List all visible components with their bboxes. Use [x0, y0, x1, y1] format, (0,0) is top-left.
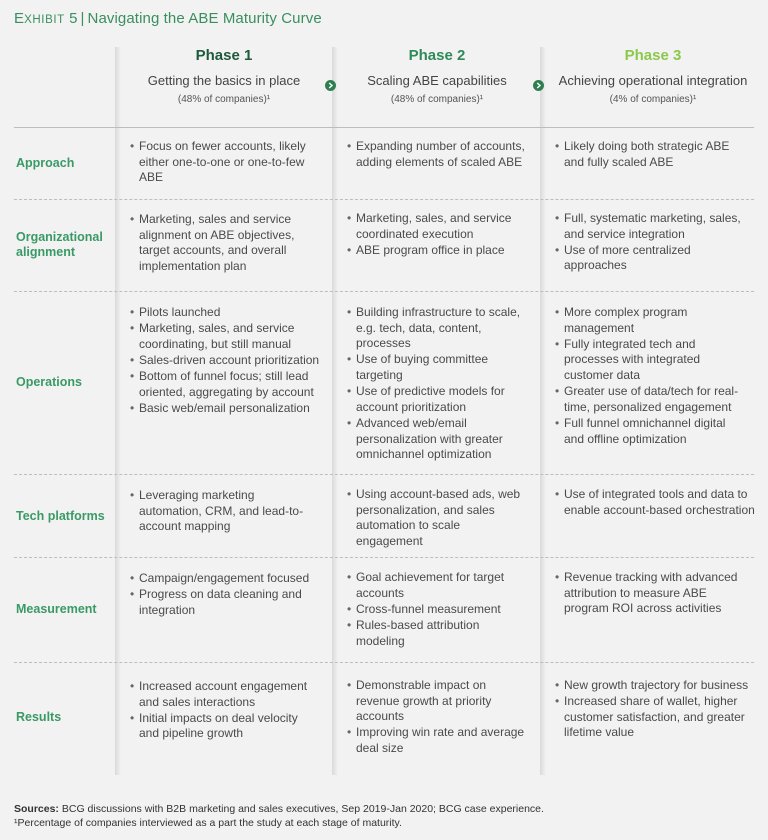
list-item: • Increased account engagement and sales interactions: [130, 679, 320, 710]
sources-label: Sources:: [14, 803, 59, 815]
list-item: • Full, systematic marketing, sales, and service integration: [555, 211, 750, 242]
list-item: • Campaign/engagement focused: [130, 571, 320, 587]
list-item: • Greater use of data/tech for real-time, personalized engagement: [555, 384, 745, 415]
list-item: • Marketing, sales and service alignment on ABE objectives, target accounts, and overall implementation plan: [130, 212, 315, 274]
list-item: • Cross-funnel measurement: [347, 602, 527, 618]
list-item: • Likely doing both strategic ABE and fully scaled ABE: [555, 139, 750, 170]
list-item: • Rules-based attribution modeling: [347, 618, 527, 649]
row-label-approach: Approach: [16, 156, 75, 170]
header-divider: [14, 127, 754, 128]
alignment-phase-3: [555, 211, 750, 275]
phase-3-subtitle: Achieving operational integration: [558, 73, 748, 88]
tech-phase-2: [347, 487, 529, 550]
measurement-phase-3: [555, 570, 747, 617]
list-item: • Leveraging marketing automation, CRM, and lead-to-account mapping: [130, 488, 315, 535]
list-item: • Expanding number of accounts, adding elements of scaled ABE: [347, 139, 527, 170]
list-item: • Improving win rate and average deal size: [347, 725, 527, 756]
row-divider: [14, 474, 754, 475]
chevron-right-icon: [325, 80, 336, 91]
exhibit-title-text: Navigating the ABE Maturity Curve: [87, 10, 322, 27]
list-item: • Basic web/email personalization: [130, 401, 320, 417]
column-divider-1: [115, 47, 121, 775]
list-item: • Revenue tracking with advanced attribution to measure ABE program ROI across activities: [555, 570, 747, 617]
list-item: • Focus on fewer accounts, likely either one-to-one or one-to-few ABE: [130, 139, 315, 186]
sources-text: BCG discussions with B2B marketing and sales executives, Sep 2019-Jan 2020; BCG case experience.: [58, 803, 544, 815]
list-item: • More complex program management: [555, 305, 745, 336]
phase-3-name: Phase 3: [624, 47, 682, 64]
exhibit-number: 5: [69, 10, 78, 27]
list-item: • Full funnel omnichannel digital and offline optimization: [555, 416, 745, 447]
tech-phase-1: [130, 488, 315, 535]
footnote: ¹Percentage of companies interviewed as a part the study at each stage of maturity.: [14, 817, 402, 829]
row-label-operations: Operations: [16, 375, 82, 389]
list-item: • ABE program office in place: [347, 243, 527, 259]
list-item: • Sales-driven account prioritization: [130, 353, 320, 369]
phase-1-subtitle: Getting the basics in place: [147, 73, 301, 88]
list-item: • Bottom of funnel focus; still lead oriented, aggregating by account: [130, 369, 320, 400]
row-label-measurement: Measurement: [16, 602, 97, 616]
list-item: • Pilots launched: [130, 305, 320, 321]
title-separator: |: [80, 10, 85, 27]
alignment-phase-1: [130, 212, 315, 275]
exhibit-label-rest: XHIBIT: [24, 14, 65, 26]
row-divider: [14, 557, 754, 558]
row-divider: [14, 662, 754, 663]
exhibit-title: [14, 10, 322, 27]
operations-phase-3: [555, 305, 745, 448]
phase-1-name: Phase 1: [195, 47, 253, 64]
phase-1-share: (48% of companies)¹: [177, 94, 271, 105]
chevron-right-icon: [533, 80, 544, 91]
tech-phase-3: [555, 487, 755, 519]
row-label-results: Results: [16, 710, 62, 724]
list-item: • Use of buying committee targeting: [347, 352, 527, 383]
list-item: • Marketing, sales, and service coordinating, but still manual: [130, 321, 320, 352]
row-label-tech-platforms: Tech platforms: [16, 509, 105, 523]
list-item: • Use of integrated tools and data to enable account-based orchestration: [555, 487, 755, 518]
list-item: • Building infrastructure to scale, e.g. tech, data, content, processes: [347, 305, 527, 352]
phase-2-subtitle: Scaling ABE capabilities: [367, 73, 507, 88]
list-item: • Goal achievement for target accounts: [347, 570, 527, 601]
list-item: • New growth trajectory for business: [555, 678, 755, 694]
column-divider-3: [540, 47, 546, 775]
results-phase-2: [347, 678, 527, 757]
phase-2-header: [338, 46, 536, 106]
list-item: • Using account-based ads, web personalization, and sales automation to scale engagement: [347, 487, 529, 549]
list-item: • Advanced web/email personalization with greater omnichannel optimization: [347, 416, 527, 463]
list-item: • Progress on data cleaning and integration: [130, 587, 320, 618]
approach-phase-1: [130, 139, 315, 186]
phase-3-header: [546, 46, 760, 106]
list-item: • Fully integrated tech and processes with integrated customer data: [555, 337, 745, 384]
list-item: • Demonstrable impact on revenue growth at priority accounts: [347, 678, 527, 725]
phase-2-share: (48% of companies)¹: [390, 94, 484, 105]
row-divider: [14, 199, 754, 200]
phase-2-name: Phase 2: [408, 47, 466, 64]
operations-phase-2: [347, 305, 527, 463]
approach-phase-3: [555, 139, 750, 171]
list-item: • Increased share of wallet, higher customer satisfaction, and greater lifetime value: [555, 694, 755, 741]
phase-1-header: [120, 46, 328, 106]
exhibit-label-initial: E: [14, 10, 25, 27]
measurement-phase-2: [347, 570, 527, 650]
sources-line: [14, 802, 754, 816]
list-item: • Use of more centralized approaches: [555, 243, 750, 274]
row-divider: [14, 291, 754, 292]
measurement-phase-1: [130, 571, 320, 619]
footer: [14, 802, 754, 830]
row-label-organizational-alignment: Organizational alignment: [16, 230, 103, 259]
phase-3-share: (4% of companies)¹: [609, 94, 697, 105]
list-item: • Initial impacts on deal velocity and pipeline growth: [130, 711, 320, 742]
list-item: • Marketing, sales, and service coordinated execution: [347, 211, 527, 242]
alignment-phase-2: [347, 211, 527, 259]
operations-phase-1: [130, 305, 320, 417]
results-phase-3: [555, 678, 755, 742]
list-item: • Use of predictive models for account prioritization: [347, 384, 527, 415]
approach-phase-2: [347, 139, 527, 171]
column-divider-2: [332, 47, 338, 775]
results-phase-1: [130, 679, 320, 743]
